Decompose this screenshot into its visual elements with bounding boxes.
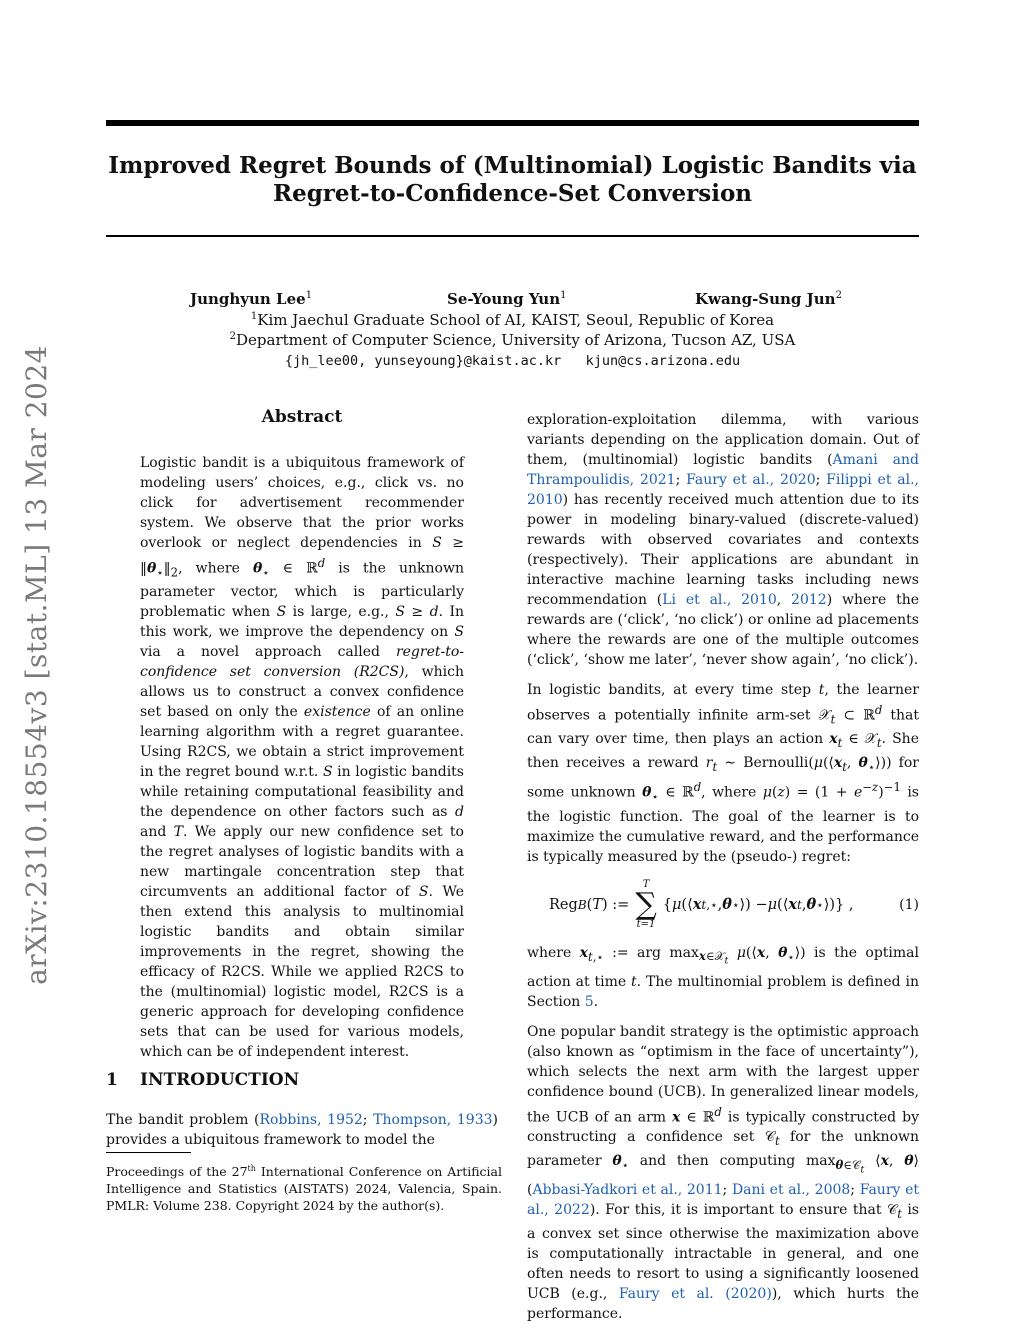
affiliation-1: $^1$Kim Jaechul Graduate School of AI, KAIST, Seoul, Republic of Korea: [250, 311, 775, 329]
author-3: Kwang-Sung Jun$^2$: [695, 290, 842, 308]
paragraph-exploration: exploration-exploitation dilemma, with various variants depending on the application domain. Out of them, (multinomial) logistic bandits (Amani and Thrampoulidis, 2021; Faury et al., 2020; Filippi et al., 2010) has recently received much attention due to its power in modeling binary-valued (discrete-valued) rewards with observed covariates and contexts (respectively). Their applications are abundant in interactive machine learning tasks including news recommendation (Li et al., 2010, 2012) where the rewards are (‘click’, ‘no click’) or online ad placements where the rewards are one of the multiple outcomes (‘click’, ‘show me later’, ‘never show again’, ‘no click’).: [527, 412, 919, 668]
author-2: Se-Young Yun$^1$: [447, 290, 567, 308]
citation-abbasi[interactable]: Abbasi-Yadkori et al., 2011: [532, 1182, 723, 1199]
citation-thompson[interactable]: Thompson, 1933: [373, 1112, 493, 1128]
abstract-body: Logistic bandit is a ubiquitous framework of modeling users’ choices, e.g., click vs. no click for advertisement recommender system. We observe that the prior works overlook or neglect dependencies in $S \ge ‖\theta_⋆‖_2$, where $\theta_⋆$ ∈ ℝ$^d$ is the unknown parameter vector, which is particularly problematic when S is large, e.g., S ≥ d. In this work, we improve the dependency on S via a novel approach called regret-to-confidence set conversion (R2CS), which allows us to construct a convex confidence set based on only the existence of an online learning algorithm with a regret guarantee. Using R2CS, we obtain a strict improvement in the regret bound w.r.t. S in logistic bandits while retaining computational feasibility and the dependence on other factors such as d and T. We apply our new confidence set to the regret analyses of logistic bandits with a new martingale concentration step that circumvents an additional factor of S. We then extend this analysis to multinomial logistic bandits and obtain similar improvements in the regret, showing the efficacy of R2CS. While we applied R2CS to the (multinomial) logistic model, R2CS is a generic approach for developing confidence sets that can be used for various models, which can be of independent interest.: [140, 455, 465, 1061]
abstract-heading: Abstract: [261, 407, 343, 427]
equation-regret: Reg B ( T ) := T ∑ t=1 { μ (⟨ x t,⋆ , θ ⋆ ⟩) − μ (⟨ x t , θ ⋆ ⟩)} , (1): [549, 878, 919, 930]
citation-faury-2020b[interactable]: Faury et al. (2020): [618, 1286, 772, 1302]
footnote-rule: [106, 1152, 191, 1153]
citation-li[interactable]: Li et al., 2010: [662, 592, 777, 608]
affiliation-2: $^2$Department of Computer Science, University of Arizona, Tucson AZ, USA: [229, 331, 796, 349]
citation-amani[interactable]: Amani and Thrampoulidis, 2021: [527, 452, 919, 488]
citation-robbins[interactable]: Robbins, 1952: [259, 1112, 363, 1128]
citation-faury-2020[interactable]: Faury et al., 2020: [686, 472, 816, 488]
intro-paragraph: The bandit problem (Robbins, 1952; Thompson, 1933) provides a ubiquitous framework to model the: [106, 1112, 498, 1148]
citation-filippi[interactable]: Filippi et al., 2010: [527, 472, 919, 508]
citation-dani[interactable]: Dani et al., 2008: [731, 1182, 851, 1199]
equation-number: (1): [899, 896, 919, 913]
title-bottom-rule: [106, 235, 919, 237]
title-line-1: Improved Regret Bounds of (Multinomial) Logistic Bandits via: [108, 152, 917, 179]
citation-section-5[interactable]: 5: [584, 993, 594, 1010]
title-line-2: Regret-to-Confidence-Set Conversion: [272, 180, 753, 207]
arxiv-stamp: arXiv:2310.18554v3 [stat.ML] 13 Mar 2024: [19, 345, 53, 985]
right-column: [527, 410, 919, 1334]
citation-faury-2022[interactable]: Faury et al., 2022: [527, 1182, 919, 1219]
paragraph-optimism: One popular bandit strategy is the optimistic approach (also known as “optimism in the face of uncertainty”), which selects the next arm with the largest upper confidence bound (UCB). In generalized linear models, the UCB of an arm x ∈ ℝ$^d$ is typically constructed by constructing a confidence set 𝒞$_t$ for the unknown parameter $\theta_⋆$ and then computing $\max_{\theta\in 𝒞_t}$ ⟨x, θ⟩ (Abbasi-Yadkori et al., 2011; Dani et al., 2008; Faury et al., 2022). For this, it is important to ensure that 𝒞$_t$ is a convex set since otherwise the maximization above is computationally intractable in general, and one often needs to resort to using a significantly loosened UCB (e.g., Faury et al. (2020)), which hurts the performance.: [527, 1023, 920, 1322]
footnote-proceedings: Proceedings of the 27th International Conference on Artificial Intelligence and Statistics (AISTATS) 2024, Valencia, Spain. PMLR: Volume 238. Copyright 2024 by the author(s).: [106, 1164, 503, 1214]
section-heading-introduction: 1 INTRODUCTION: [106, 1070, 300, 1090]
author-emails: {jh_lee00, yunseyoung}@kaist.ac.kr kjun@cs.arizona.edu: [284, 353, 741, 369]
citation-li-2012[interactable]: 2012: [791, 592, 827, 608]
paragraph-logistic-bandits: In logistic bandits, at every time step t, the learner observes a potentially infinite arm-set 𝒳$_t$ ⊂ ℝ$^d$ that can vary over time, then plays an action $x_t$ ∈ 𝒳$_t$. She then receives a reward $r_t$ ∼ $Bernoulli(\mu(⟨x_t$, $\theta_⋆⟩$)) for some unknown $\theta_⋆$ ∈ ℝ$^d$, where $\mu(z) = (1 + e^{-z})^{-1}$ is the logistic function. The goal of the learner is to maximize the cumulative reward, and the performance is typically measured by the (pseudo-) regret:: [527, 682, 919, 865]
paper-title: [106, 152, 919, 208]
paragraph-optimal-action: where $x_{t,⋆}$ := arg $\max_{x\in 𝒳_t}$ μ(⟨x, $\theta_⋆⟩$) is the optimal action at time t. The multinomial problem is defined in Section 5.: [527, 944, 920, 1010]
title-top-rule: [106, 120, 919, 126]
author-1: Junghyun Lee$^1$: [190, 290, 313, 308]
